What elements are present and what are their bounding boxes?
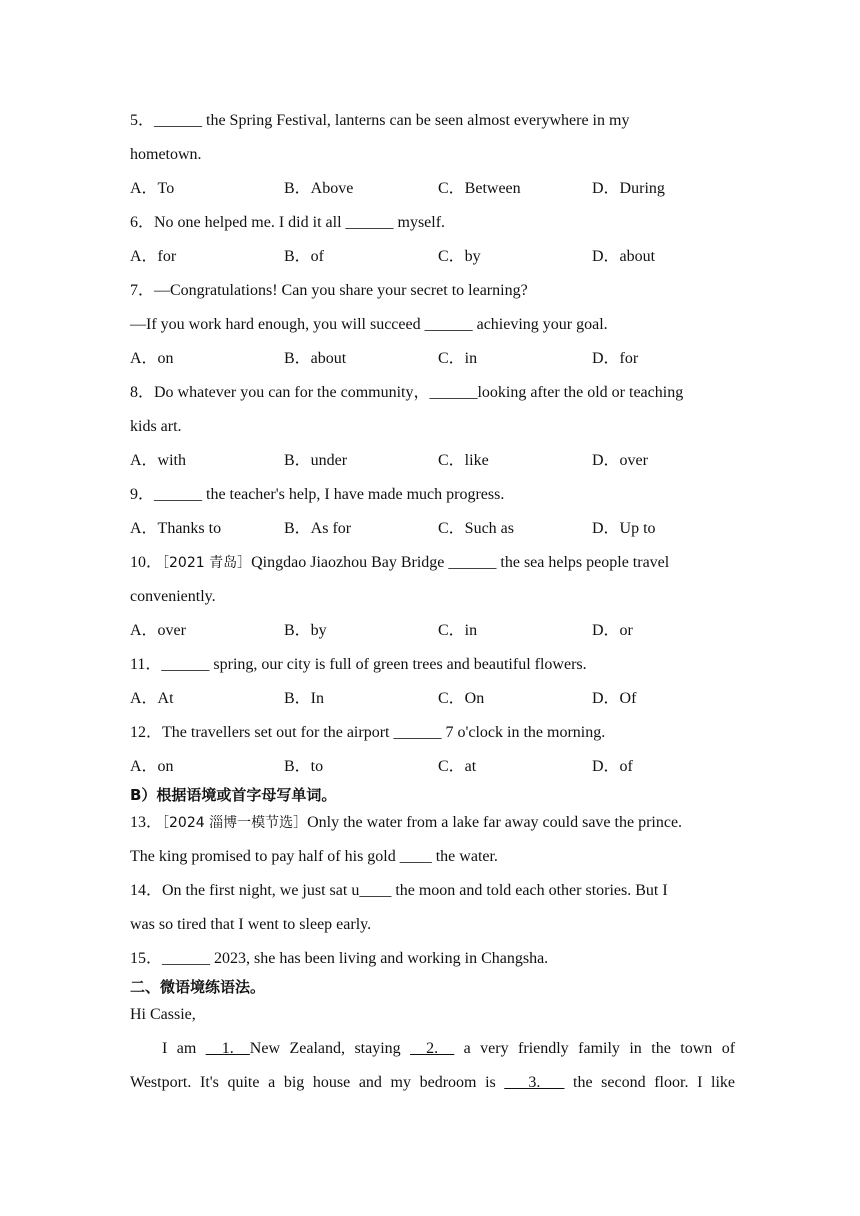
question-14: 14．On the first night, we just sat u____ the moon and told each other stories. But I [130, 882, 668, 899]
question-7: 7．—Congratulations! Can you share your secret to learning? [130, 282, 528, 299]
answer-option: C．in [438, 622, 478, 639]
answer-options [130, 444, 735, 478]
answer-options [130, 512, 735, 546]
letter-text: Westport. It's quite a big house and my bedroom is [130, 1074, 505, 1091]
answer-option: D．of [592, 758, 633, 775]
answer-option: D．or [592, 622, 633, 639]
letter-greeting: Hi Cassie, [130, 1006, 196, 1023]
letter-text: the second floor. I like [573, 1074, 736, 1091]
answer-options [130, 240, 735, 274]
question-5: 5．______ the Spring Festival, lanterns can be seen almost everywhere in my [130, 112, 630, 129]
letter-line-1 [130, 1032, 735, 1066]
answer-option: D．During [592, 180, 665, 197]
section-b-heading: B）根据语境或首字母写单词。 [130, 786, 337, 804]
answer-option: B．of [284, 248, 325, 265]
question-13-line-2: The king promised to pay half of his gold ____ the water. [130, 848, 498, 865]
answer-option: C．Such as [438, 520, 515, 537]
letter-text: New Zealand, staying [249, 1040, 411, 1057]
letter-text: a very friendly family in the town of [463, 1040, 736, 1057]
question-7-continued: —If you work hard enough, you will succeed ______ achieving your goal. [130, 316, 608, 333]
answer-option: B．Above [284, 180, 354, 197]
answer-option: B．about [284, 350, 347, 367]
question-5-continued: hometown. [130, 146, 202, 163]
question-11: 11．______ spring, our city is full of green trees and beautiful flowers. [130, 656, 587, 673]
question-6: 6．No one helped me. I did it all ______ myself. [130, 214, 446, 231]
answer-option: D．for [592, 350, 639, 367]
letter-text: I am [162, 1040, 206, 1057]
answer-option: A．To [130, 180, 175, 197]
question-number: 10． [130, 554, 163, 571]
question-10 [130, 546, 735, 580]
answer-option: A．Thanks to [130, 520, 222, 537]
blank-2: __2.__ [410, 1040, 455, 1057]
answer-option: C．in [438, 350, 478, 367]
answer-option: D．Up to [592, 520, 656, 537]
question-12: 12．The travellers set out for the airport ______ 7 o'clock in the morning. [130, 724, 606, 741]
question-8: 8．Do whatever you can for the community，______looking after the old or teaching [130, 384, 684, 401]
answer-option: C．On [438, 690, 485, 707]
question-list [130, 104, 735, 784]
answer-option: B．by [284, 622, 327, 639]
question-text: Only the water from a lake far away could save the prince. [307, 814, 683, 831]
question-number: 13． [130, 814, 163, 831]
question-13 [130, 806, 735, 840]
answer-option: D．over [592, 452, 648, 469]
blank-1: __1.__ [205, 1040, 250, 1057]
answer-options [130, 614, 735, 648]
answer-option: B．In [284, 690, 325, 707]
answer-options [130, 682, 735, 716]
question-10-continued: conveniently. [130, 588, 216, 605]
answer-option: D．Of [592, 690, 637, 707]
answer-option: A．over [130, 622, 186, 639]
answer-option: A．for [130, 248, 177, 265]
answer-option: D．about [592, 248, 656, 265]
answer-option: A．with [130, 452, 187, 469]
answer-options [130, 342, 735, 376]
answer-option: C．Between [438, 180, 521, 197]
answer-options [130, 750, 735, 784]
question-15: 15．______ 2023, she has been living and working in Changsha. [130, 950, 549, 967]
answer-option: C．at [438, 758, 477, 775]
question-text: Qingdao Jiaozhou Bay Bridge ______ the sea helps people travel [251, 554, 670, 571]
answer-option: A．on [130, 350, 174, 367]
answer-option: B．to [284, 758, 324, 775]
section-2-heading: 二、微语境练语法。 [130, 978, 266, 996]
question-8-continued: kids art. [130, 418, 182, 435]
answer-option: B．under [284, 452, 348, 469]
answer-option: B．As for [284, 520, 352, 537]
answer-option: C．like [438, 452, 489, 469]
blank-3: ___3.___ [504, 1074, 565, 1091]
question-9: 9．______ the teacher's help, I have made much progress. [130, 486, 505, 503]
answer-option: A．At [130, 690, 174, 707]
worksheet-page [130, 104, 735, 1100]
letter-line-2 [130, 1066, 735, 1100]
answer-option: C．by [438, 248, 481, 265]
question-source: ［2024 淄博一模节选］ [162, 815, 308, 831]
answer-option: A．on [130, 758, 174, 775]
answer-options [130, 172, 735, 206]
question-14-line-2: was so tired that I went to sleep early. [130, 916, 372, 933]
question-source: ［2021 青岛］ [162, 555, 252, 571]
